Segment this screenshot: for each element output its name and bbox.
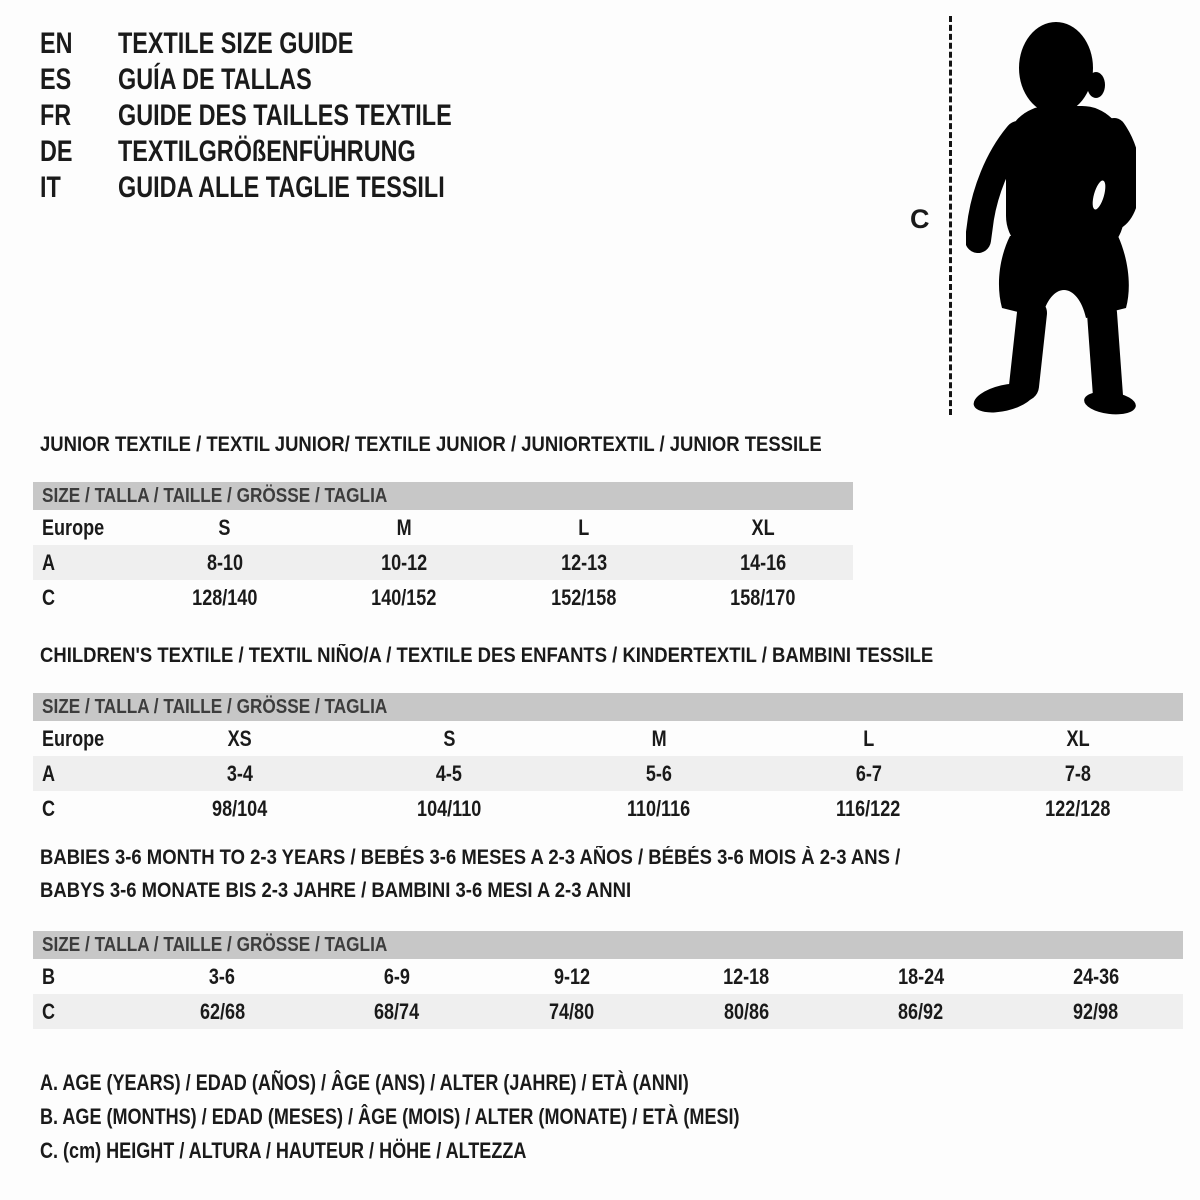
lang-row-it [40,170,546,206]
lang-code-fr: FR [40,99,72,132]
row-label: Europe [42,514,105,540]
lang-row-de [40,134,546,170]
babies-size-header-band: SIZE / TALLA / TAILLE / GRÖSSE / TAGLIA [33,931,1183,959]
junior-size-table [33,482,853,615]
footnote-b: B. AGE (MONTHS) / EDAD (MESES) / ÂGE (MOIS) / ALTER (MONATE) / ETÀ (MESI) [40,1104,740,1129]
height-dashed-line [949,16,952,415]
lang-title-es: GUÍA DE TALLAS [118,63,312,96]
lang-row-en [40,26,546,62]
footnote-c: C. (cm) HEIGHT / ALTURA / HAUTEUR / HÖHE / ALTEZZA [40,1138,527,1163]
babies-section-title: BABIES 3-6 MONTH TO 2-3 YEARS / BEBÉS 3-6 MESES A 2-3 AÑOS / BÉBÉS 3-6 MOIS À 2-3 ANS / BABYS 3-6 MONATE BIS 2-3 JAHRE / BAMBINI 3-6 MESI A 2-3 ANNI [40,846,901,902]
table-row: Europe S M L XL [33,510,853,545]
lang-code-it: IT [40,171,61,204]
height-measure-label: C [910,204,930,234]
table-row: A 3-4 4-5 5-6 6-7 7-8 [33,756,1183,791]
row-label: A [42,549,56,575]
lang-title-it: GUIDA ALLE TAGLIE TESSILI [118,171,445,204]
lang-code-de: DE [40,135,73,168]
toddler-silhouette-icon [966,18,1136,415]
babies-size-table [33,931,1183,1029]
table-row: C 62/68 68/74 74/80 80/86 86/92 92/98 [33,994,1183,1029]
table-row: C 128/140 140/152 152/158 158/170 [33,580,853,615]
table-row: C 98/104 104/110 110/116 116/122 122/128 [33,791,1183,826]
footnote-legend [40,1066,893,1168]
footnote-a: A. AGE (YEARS) / EDAD (AÑOS) / ÂGE (ANS) / ALTER (JAHRE) / ETÀ (ANNI) [40,1070,689,1095]
lang-code-en: EN [40,27,73,60]
row-label: A [42,760,56,786]
lang-title-fr: GUIDE DES TAILLES TEXTILE [118,99,452,132]
lang-title-en: TEXTILE SIZE GUIDE [118,27,354,60]
table-row: Europe XS S M L XL [33,721,1183,756]
lang-row-es [40,62,546,98]
language-title-block [40,26,546,206]
row-label: C [42,584,56,610]
table-row: B 3-6 6-9 9-12 12-18 18-24 24-36 [33,959,1183,994]
junior-size-header-band: SIZE / TALLA / TAILLE / GRÖSSE / TAGLIA [33,482,853,510]
children-size-table [33,693,1183,826]
lang-title-de: TEXTILGRÖßENFÜHRUNG [118,135,416,168]
row-label: B [42,963,56,989]
children-section-title: CHILDREN'S TEXTILE / TEXTIL NIÑO/A / TEXTILE DES ENFANTS / KINDERTEXTIL / BAMBINI TESSILE [40,644,934,667]
junior-section-title: JUNIOR TEXTILE / TEXTIL JUNIOR/ TEXTILE JUNIOR / JUNIORTEXTIL / JUNIOR TESSILE [40,433,822,456]
lang-row-fr [40,98,546,134]
children-size-header-band: SIZE / TALLA / TAILLE / GRÖSSE / TAGLIA [33,693,1183,721]
row-label: Europe [42,725,105,751]
row-label: C [42,998,56,1024]
lang-code-es: ES [40,63,72,96]
row-label: C [42,795,56,821]
table-row: A 8-10 10-12 12-13 14-16 [33,545,853,580]
